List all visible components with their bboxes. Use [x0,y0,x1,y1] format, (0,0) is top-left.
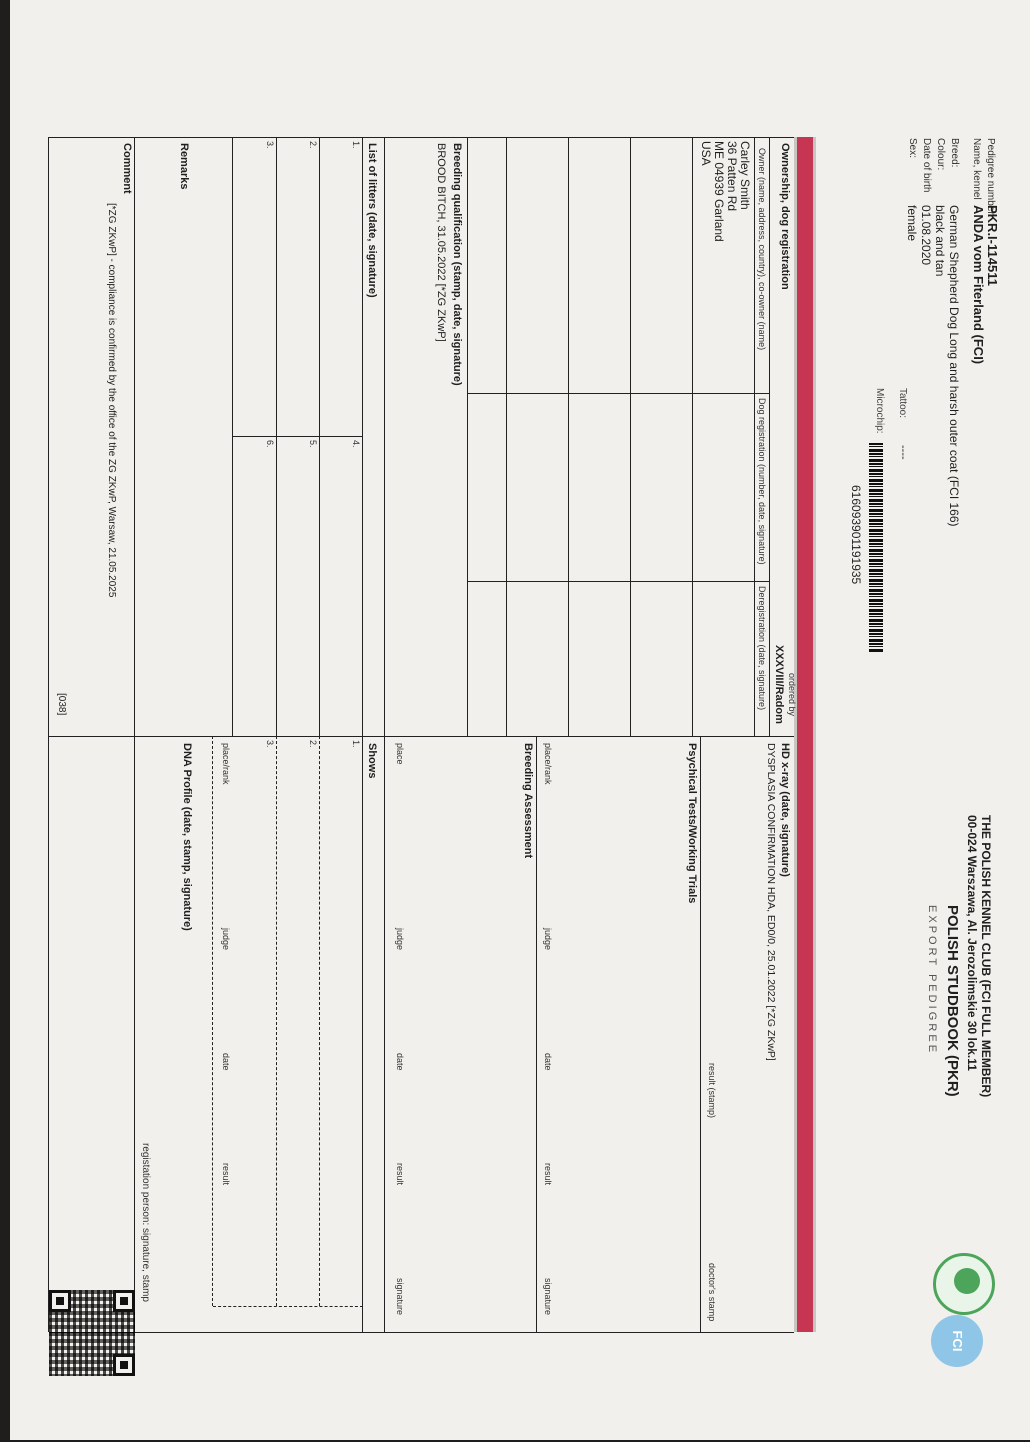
comment-title: Comment [120,142,133,194]
litters-row-line-1 [319,137,320,736]
hd-result-label: result (stamp) [706,1062,717,1118]
breeding-qualification-value: BROOD BITCH, 31.05.2022 [*ZG ZKwP] [434,142,447,342]
frame-center-divider [49,736,794,737]
show-number: 3. [264,739,275,748]
psychical-bottom-line [536,736,537,1332]
ownership-title: Ownership, dog registration [778,142,791,290]
colour-label: Colour: [934,137,946,170]
comment-text: [*ZG ZKwP] - compliance is confirmed by the office of the ZG ZKwP, Warsaw, 21.05.2025 [105,202,117,597]
ordered-by-label: ordered by [786,672,797,716]
red-band-divider [794,137,816,1332]
ownership-col-divider-2 [468,581,770,582]
sex-label: Sex: [906,137,918,158]
assessment-col-place: place [394,742,405,765]
deregistration-column-header: Deregistration (date, signature) [756,585,767,710]
litters-col-divider [233,436,363,437]
shows-header-line [362,736,363,1332]
pedigree-sheet [38,53,1003,1388]
ownership-row-line-4 [568,137,569,736]
psychical-tests-title: Psychical Tests/Working Trials [685,742,698,903]
remarks-bottom-line [134,137,135,1332]
litter-number: 6. [264,439,275,448]
litter-number: 1. [350,140,361,149]
breed-label: Breed: [948,137,960,167]
export-pedigree-title: E X P O R T P E D I G R E E [925,904,938,1052]
colour-value: black and tan [932,204,947,276]
fci-logo-icon: FCI [931,1315,983,1367]
club-name: THE POLISH KENNEL CLUB (FCI FULL MEMBER) [978,814,993,1097]
remarks-title: Remarks [177,142,190,189]
shows-row-dashed-3 [212,736,213,1306]
shows-col-place: place/rank [220,742,231,785]
show-number: 1. [350,739,361,748]
ownership-col-divider-1 [468,393,770,394]
litters-row-line-2 [276,137,277,736]
ownership-row-line-2 [692,137,693,736]
frame-left [49,137,794,138]
registration-column-header: Dog registration (number, date, signature) [756,397,767,565]
show-number: 2. [307,739,318,748]
qr-finder-pattern [113,1290,135,1312]
litter-number: 4. [350,439,361,448]
assessment-col-signature: signature [394,1277,405,1315]
club-address: 00-024 Warszawa, Al. Jerozolimskie 30 lok.11 [964,814,979,1071]
shows-right-dashed [213,1306,363,1307]
qr-finder-pattern [49,1290,71,1312]
shows-row-dashed-2 [276,736,277,1306]
date-of-birth-label: Date of birth [920,137,932,192]
psychical-col-judge: judge [542,927,553,950]
qr-code-icon [49,1290,135,1376]
psychical-col-date: date [542,1052,553,1071]
frame-right [49,1332,794,1333]
ordered-by-value: XXXVIII/Radom [772,644,785,724]
breeding-assessment-title: Breeding Assessment [521,742,534,858]
hd-bottom-line [700,736,701,1332]
name-kennel-label: Name, kennel [970,137,982,200]
psychical-col-signature: signature [542,1277,553,1315]
breeding-qualification-title: Breeding qualification (stamp, date, signature) [450,142,463,386]
shows-col-judge: judge [220,927,231,950]
breeding-bottom-line [384,137,385,1332]
hd-xray-title: HD x-ray (date, signature) [778,742,791,877]
microchip-barcode [869,443,883,653]
dog-name: ANDA vom Fiterland (FCI) [970,204,986,364]
registration-person-label: registation person: signature, stamp [139,1142,151,1302]
psychical-col-place: place/rank [542,742,553,785]
litter-number: 5. [307,439,318,448]
owner-line: ME 04939 Garland [711,140,726,242]
tattoo-value: ---- [896,444,909,460]
microchip-value: 616093901191935 [848,484,863,584]
dna-profile-title: DNA Profile (date, stamp, signature) [180,742,193,931]
ownership-bottom-line [467,137,468,736]
psychical-col-result: result [542,1162,553,1185]
breed-value: German Shepherd Dog Long and harsh outer coat (FCI 166) [946,204,961,527]
kennel-club-seal-icon [933,1253,995,1315]
ownership-row-line-1 [754,137,755,736]
club-header [926,815,993,1255]
pedigree-number-label: Pedigree number: [984,137,996,217]
tattoo-label: Tattoo: [896,387,908,418]
litters-bottom-line [232,137,233,736]
pedigree-number: PKR.I-114511 [984,204,1000,286]
ownership-row-line-3 [630,137,631,736]
sex-value: female [904,204,919,241]
owner-address [699,141,751,242]
assessment-col-result: result [394,1162,405,1185]
litter-number: 2. [307,140,318,149]
header-values [905,205,999,527]
shows-col-result: result [220,1162,231,1185]
studbook-title: POLISH STUDBOOK (PKR) [943,904,961,1097]
microchip-label: Microchip: [873,387,885,434]
litter-number: 3. [264,140,275,149]
ownership-row-line-5 [506,137,507,736]
hd-xray-value: DYSPLASIA CONFIRMATION HDA, ED0/0, 25.01.2022 [*ZG ZKwP] [764,742,777,1061]
frame-bottom [48,137,49,1332]
ownership-header-line [769,137,770,736]
owner-line: USA [698,140,713,166]
shows-row-dashed-1 [319,736,320,1306]
comment-code: [038] [55,692,67,715]
shows-col-date: date [220,1052,231,1071]
owner-line: Carley Smith [737,140,752,210]
hd-doctor-stamp-label: doctor's stamp [706,1262,717,1321]
litters-title: List of litters (date, signature) [365,142,378,298]
qr-finder-pattern [113,1354,135,1376]
date-of-birth-value: 01.08.2020 [918,204,933,265]
assessment-col-judge: judge [394,927,405,950]
owner-column-header: Owner (name, address, country), co-owner (name) [756,147,767,350]
assessment-col-date: date [394,1052,405,1071]
owner-line: 36 Patten Rd [724,140,739,211]
shows-title: Shows [365,742,378,778]
document-photo-background [10,0,1030,1440]
